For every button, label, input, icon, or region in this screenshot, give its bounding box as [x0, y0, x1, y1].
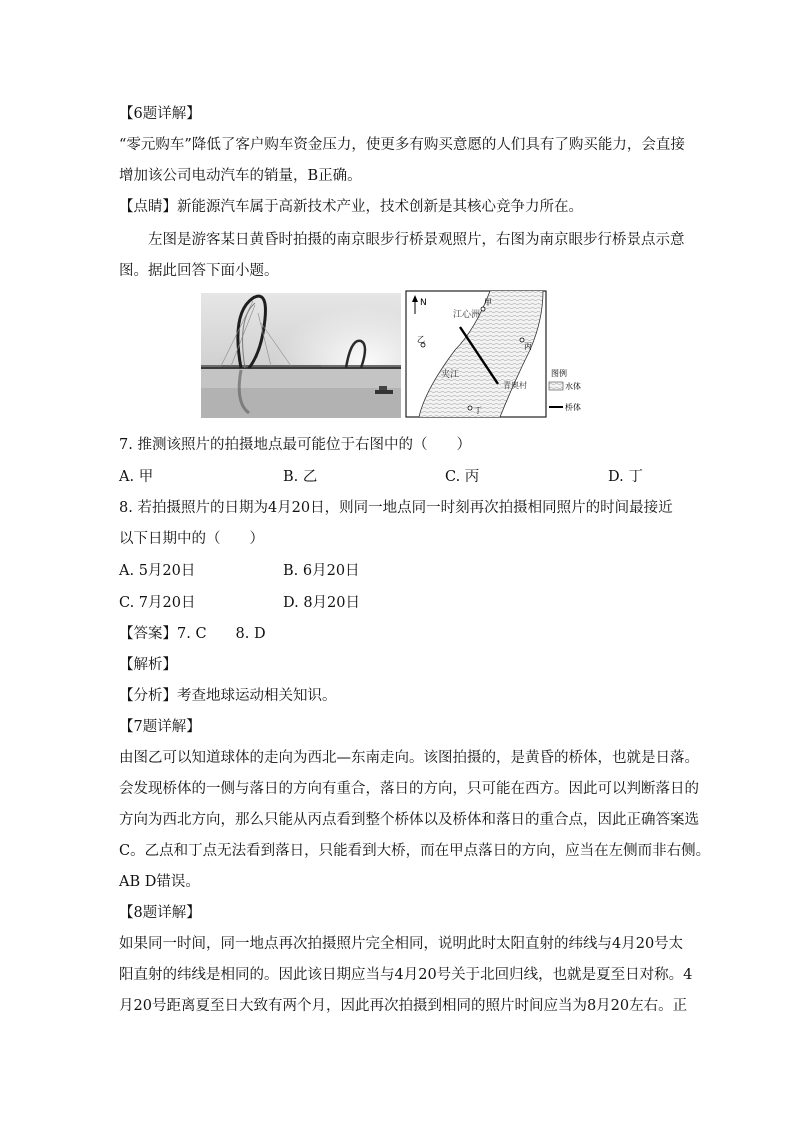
q7-option-c: C. 丙: [445, 469, 480, 485]
intro-paragraph: 左图是游客某日黄昏时拍摄的南京眼步行桥景观照片，右图为南京眼步行桥景点示意: [148, 232, 685, 248]
question-8-stem: 8. 若拍摄照片的日期为4月20日，则同一地点同一时刻再次拍摄相同照片的时间最接近: [119, 500, 673, 516]
q7-option-b: B. 乙: [283, 469, 318, 485]
label-ding: 丁: [474, 406, 482, 415]
legend-water-swatch: [549, 382, 563, 390]
question-7-stem: 7. 推测该照片的拍摄地点最可能位于右图中的（ ）: [119, 437, 471, 453]
q7-detail-heading: 【7题详解】: [119, 719, 201, 735]
q8-option-c: C. 7月20日: [119, 595, 196, 611]
q7-option-a: A. 甲: [119, 469, 154, 485]
q7-detail-line: 会发现桥体的一侧与落日的方向有重合，落日的方向，只可能在西方。因此可以判断落日的: [119, 781, 699, 797]
q6-detail-line: 增加该公司电动汽车的销量，B正确。: [119, 168, 362, 184]
q7-detail-line: AB D错误。: [119, 874, 200, 890]
answer-line: 【答案】7. C 8. D: [119, 626, 266, 642]
legend-title: 图例: [551, 369, 567, 378]
question-8-stem: 以下日期中的（ ）: [119, 531, 264, 547]
intro-paragraph: 图。据此回答下面小题。: [119, 263, 279, 279]
fenxi-line: 【分析】考查地球运动相关知识。: [119, 688, 337, 704]
label-jia: 甲: [484, 298, 492, 307]
q8-option-b: B. 6月20日: [283, 563, 360, 579]
bridge-photo: [201, 293, 401, 418]
q6-detail-line: “零元购车”降低了客户购车资金压力，使更多有购买意愿的人们具有了购买能力，会直接: [119, 137, 685, 153]
q8-detail-line: 月20号距离夏至日大致有两个月，因此再次拍摄到相同的照片时间应当为8月20左右。正: [119, 998, 688, 1014]
legend-water: 水体: [565, 382, 581, 391]
label-jiangxinzhou: 江心洲: [453, 310, 481, 320]
jiexi-heading: 【解析】: [119, 657, 177, 673]
q8-detail-line: 阳直射的纬线是相同的。因此该日期应当与4月20号关于北回归线，也就是夏至日对称。4: [119, 967, 693, 983]
label-river: 夹江: [441, 370, 460, 380]
q8-detail-heading: 【8题详解】: [119, 905, 201, 921]
point-ding: [468, 406, 472, 410]
q6-detail-heading: 【6题详解】: [119, 106, 201, 122]
north-label: N: [420, 298, 427, 308]
dianjing-note: 【点睛】新能源汽车属于高新技术产业，技术创新是其核心竞争力所在。: [119, 199, 583, 215]
q7-option-d: D. 丁: [608, 469, 643, 485]
bridge-map: [405, 290, 590, 418]
legend-bridge: 桥体: [565, 403, 581, 412]
label-bing: 丙: [524, 342, 532, 351]
q8-option-d: D. 8月20日: [283, 595, 361, 611]
label-qingaocun: 青奥村: [503, 381, 527, 390]
q8-detail-line: 如果同一时间，同一地点再次拍摄照片完全相同，说明此时太阳直射的纬线与4月20号太: [119, 936, 684, 952]
q7-detail-line: 方向为西北方向，那么只能从丙点看到整个桥体以及桥体和落日的重合点，因此正确答案选: [119, 812, 699, 828]
q7-detail-line: C。乙点和丁点无法看到落日，只能看到大桥，而在甲点落日的方向，应当在左侧而非右侧。: [119, 843, 711, 859]
q7-detail-line: 由图乙可以知道球体的走向为西北—东南走向。该图拍摄的，是黄昏的桥体，也就是日落。: [119, 750, 699, 766]
label-yi: 乙: [417, 335, 425, 344]
point-jia: [481, 307, 485, 311]
q8-option-a: A. 5月20日: [119, 563, 196, 579]
